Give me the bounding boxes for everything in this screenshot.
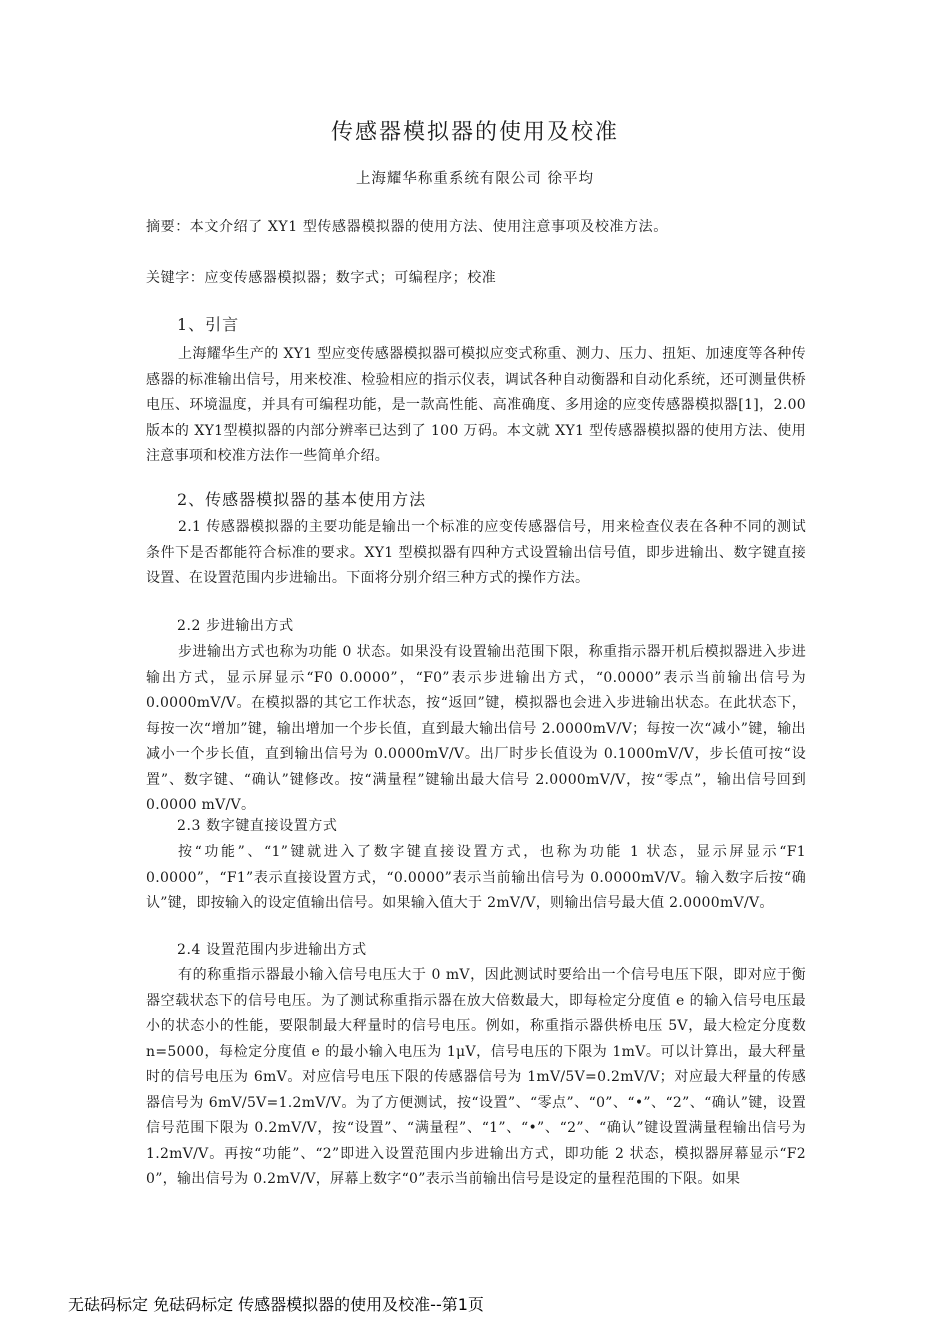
section-2-3-heading: 2.3 数字键直接设置方式: [177, 818, 338, 834]
abstract: 摘要：本文介绍了 XY1 型传感器模拟器的使用方法、使用注意事项及校准方法。: [146, 219, 668, 235]
page-footer: 无砝码标定 免砝码标定 传感器模拟器的使用及校准--第1页: [68, 1295, 484, 1314]
page-title: 传感器模拟器的使用及校准: [330, 120, 619, 145]
keywords: 关键字：应变传感器模拟器；数字式；可编程序；校准: [146, 270, 497, 286]
section-2-1-paragraph: 2.1 传感器模拟器的主要功能是输出一个标准的应变传感器信号，用来检查仪表在各种不同的测试条件下是否都能符合标准的要求。XY1 型模拟器有四种方式设置输出信号值，即步进输出、数字键直接设置、在设置范围内步进输出。下面将分别介绍三种方式的操作方法。: [146, 519, 806, 586]
section-2-4-paragraph: 有的称重指示器最小输入信号电压大于 0 mV，因此测试时要给出一个信号电压下限，即对应于衡器空载状态下的信号电压。为了测试称重指示器在放大倍数最大，即每检定分度值 e 的输入信号电压最小的状态小的性能，要限制最大秤量时的信号电压。例如，称重指示器供桥电压 5V，最大检定分度数 n=5000，每检定分度值 e 的最小输入电压为 1μV，信号电压的下限为 1mV。可以计算出，最大秤量时的信号电压为 6mV。对应信号电压下限的传感器信号为 1mV/5V=0.2mV/V；对应最大秤量的传感器信号为 6mV/5V=1.2mV/V。为了方便测试，按“设置”、“零点”、“0”、“•”、“2”、“确认”键，设置信号范围下限为 0.2mV/V，按“设置”、“满量程”、“1”、“•”、“2”、“确认”键设置满量程输出信号为 1.2mV/V。再按“功能”、“2”即进入设置范围内步进输出方式，即功能 2 状态，模拟器屏幕显示“F2 0”，输出信号为 0.2mV/V，屏幕上数字“0”表示当前输出信号是设定的量程范围的下限。如果: [146, 967, 806, 1187]
author-line: 上海耀华称重系统有限公司 徐平均: [355, 171, 595, 187]
section-2-4-heading: 2.4 设置范围内步进输出方式: [177, 942, 367, 958]
section-2-heading: 2、传感器模拟器的基本使用方法: [177, 490, 427, 509]
section-2-3-paragraph: 按“功能”、“1”键就进入了数字键直接设置方式，也称为功能 1 状态，显示屏显示“F1 0.0000”，“F1”表示直接设置方式，“0.0000”表示当前输出信号为 0.0000mV/V。输入数字后按“确认”键，即按输入的设定值输出信号。如果输入值大于 2mV/V，则输出信号最大值 2.0000mV/V。: [146, 844, 806, 911]
section-1-paragraph: 上海耀华生产的 XY1 型应变传感器模拟器可模拟应变式称重、测力、压力、扭矩、加速度等各种传感器的标准输出信号，用来校准、检验相应的指示仪表，调试各种自动衡器和自动化系统，还可测量供桥电压、环境温度，并具有可编程功能，是一款高性能、高准确度、多用途的应变传感器模拟器[1]，2.00 版本的 XY1型模拟器的内部分辨率已达到了 100 万码。本文就 XY1 型传感器模拟器的使用方法、使用注意事项和校准方法作一些简单介绍。: [146, 346, 806, 464]
section-1-heading: 1、引言: [177, 315, 240, 334]
section-2-2-paragraph: 步进输出方式也称为功能 0 状态。如果没有设置输出范围下限，称重指示器开机后模拟器进入步进输出方式，显示屏显示“F0 0.0000”，“F0”表示步进输出方式，“0.0000”表示当前输出信号为 0.0000mV/V。在模拟器的其它工作状态，按“返回”键，模拟器也会进入步进输出状态。在此状态下，每按一次“增加”键，输出增加一个步长值，直到最大输出信号 2.0000mV/V；每按一次“减小”键，输出减小一个步长值，直到输出信号为 0.0000mV/V。出厂时步长值设为 0.1000mV/V，步长值可按“设置”、数字键、“确认”键修改。按“满量程”键输出最大信号 2.0000mV/V，按“零点”，输出信号回到 0.0000 mV/V。: [146, 644, 806, 813]
section-2-2-heading: 2.2 步进输出方式: [177, 618, 294, 634]
